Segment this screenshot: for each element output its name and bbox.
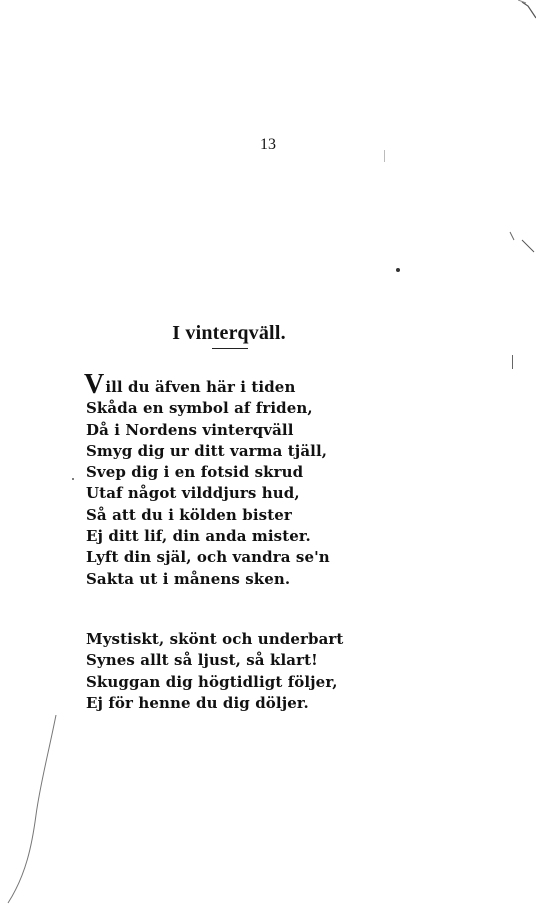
verse-line-8: Ej ditt lif, din anda mister. (86, 527, 311, 546)
verse-line-9: Lyft din själ, och vandra se'n (86, 548, 330, 567)
title-divider (212, 348, 248, 349)
stanza-2 (86, 629, 343, 714)
scan-mark (72, 478, 74, 480)
verse-line-11: Mystiskt, skönt och underbart (86, 630, 344, 648)
verse-line-6: Utaf något vilddjurs hud, (86, 484, 300, 503)
verse-line-7: Så att du i kölden bister (86, 505, 292, 524)
verse-line-14: Ej för henne du dig döljer. (86, 693, 309, 712)
verse-line-12: Synes allt så ljust, så klart! (86, 651, 318, 670)
verse-line-2: Skåda en symbol af friden, (86, 399, 313, 418)
dropcap: V (84, 369, 105, 400)
poem-title: I vinterqväll. (172, 322, 286, 345)
scan-edge-artifact (518, 0, 536, 22)
scan-mark (512, 355, 513, 369)
verse-line-10: Sakta ut i månens sken. (86, 569, 291, 588)
page-number: 13 (260, 136, 276, 153)
stanza-1 (84, 369, 330, 590)
page-curl-line (0, 715, 60, 905)
verse-line-5: Svep dig i en fotsid skrud (86, 463, 304, 482)
verse-line-13: Skuggan dig högtidligt följer, (86, 672, 338, 691)
verse-line-3: Då i Nordens vinterqväll (86, 420, 294, 439)
scan-edge-artifact (508, 230, 536, 256)
scan-mark (384, 150, 385, 162)
ink-speck (396, 268, 400, 272)
verse-line-1-text: ill du äfven här i tiden (105, 378, 296, 396)
verse-line-1 (84, 369, 330, 400)
verse-line-4: Smyg dig ur ditt varma tjäll, (86, 441, 328, 460)
